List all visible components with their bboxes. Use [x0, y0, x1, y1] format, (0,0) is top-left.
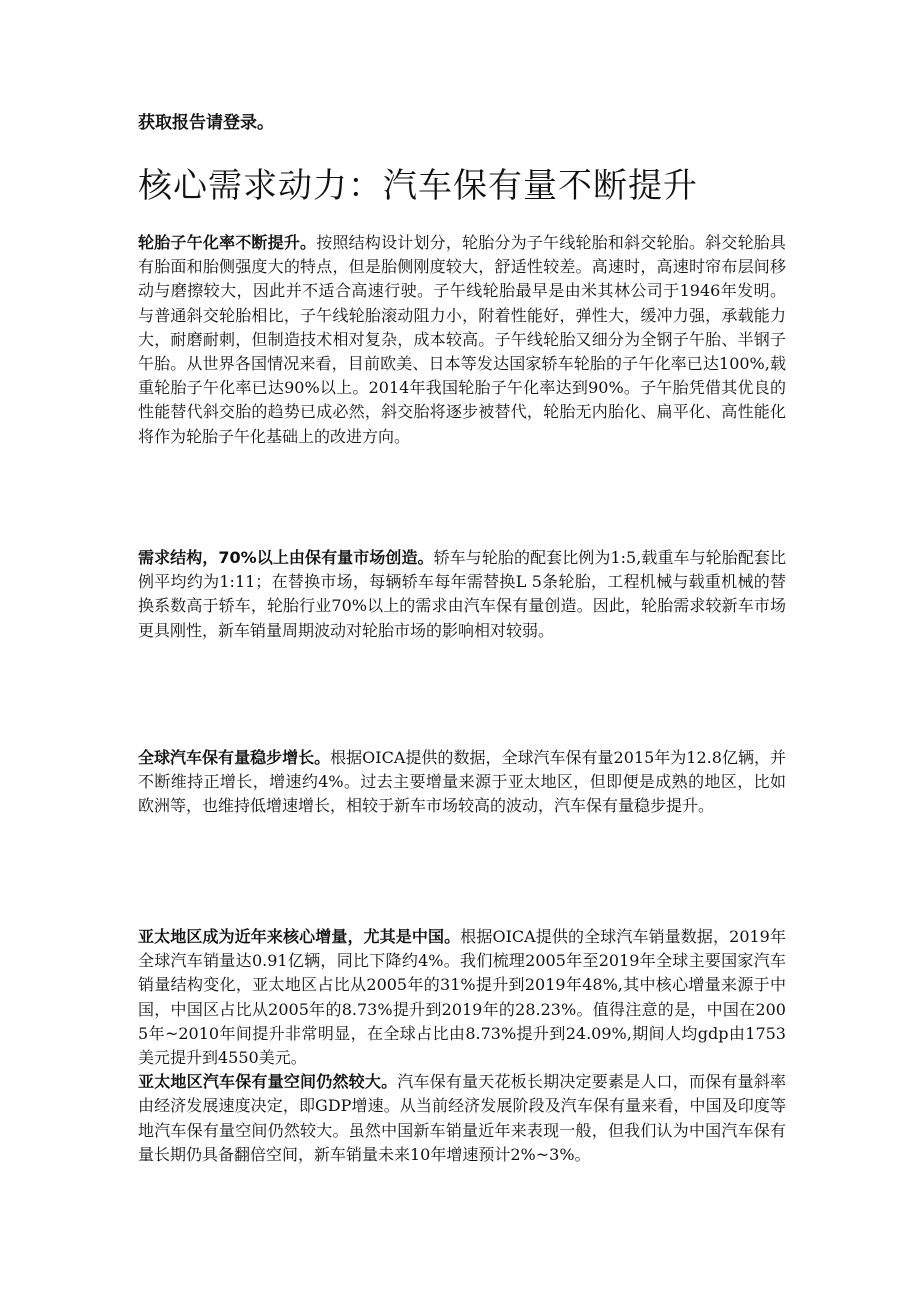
paragraph-body: 汽车保有量天花板长期决定要素是人口，而保有量斜率由经济发展速度决定，即GDP增速。从当前经济发展阶段及汽车保有量来看，中国及印度等地汽车保有量空间仍然较大。虽然中国新车销量近年来表现一般，但我们认为中国汽车保有量长期仍具备翻倍空间，新车销量未来10年增速预计2%~3%。 — [138, 1072, 786, 1164]
paragraph-body: 根据OICA提供的数据，全球汽车保有量2015年为12.8亿辆，并不断维持正增长，增速约4%。过去主要增量来源于亚太地区，但即便是成熟的地区，比如欧洲等，也维持低增速增长，相较于新车市场较高的波动，汽车保有量稳步提升。 — [138, 748, 786, 816]
page-title: 核心需求动力：汽车保有量不断提升 — [138, 166, 698, 206]
paragraph-lead: 全球汽车保有量稳步增长。 — [138, 748, 331, 767]
paragraph-global-vehicle-parc — [138, 746, 786, 819]
paragraph-body: 根据OICA提供的全球汽车销量数据，2019年全球汽车销量达0.91亿辆，同比下降约4%。我们梳理2005年至2019年全球主要国家汽车销量结构变化，亚太地区占比从2005年的31%提升到2019年48%,其中核心增量来源于中国，中国区占比从2005年的8.73%提升到2019年的28.23%。值得注意的是，中国在2005年~2010年间提升非常明显，在全球占比由8.73%提升到24.09%,期间人均gdp由1753美元提升到4550美元。 — [138, 927, 786, 1068]
paragraph-lead: 轮胎子午化率不断提升。 — [138, 233, 317, 252]
login-note: 获取报告请登录。 — [138, 113, 274, 133]
paragraph-body: 轿车与轮胎的配套比例为1:5,载重车与轮胎配套比例平均约为1:11；在替换市场，每辆轿车每年需替换L 5条轮胎，工程机械与载重机械的替换系数高于轿车，轮胎行业70%以上的需求由汽车保有量创造。因此，轮胎需求较新车市场更具刚性，新车销量周期波动对轮胎市场的影响相对较弱。 — [138, 548, 786, 640]
paragraph-asia-pacific — [138, 925, 786, 1167]
paragraph-lead: 亚太地区成为近年来核心增量，尤其是中国。 — [138, 927, 461, 946]
paragraph-lead: 亚太地区汽车保有量空间仍然较大。 — [138, 1072, 398, 1092]
paragraph-radial-tire-rate — [138, 231, 786, 449]
paragraph-lead: 需求结构，70%以上由保有量市场创造。 — [138, 548, 434, 567]
paragraph-body: 按照结构设计划分，轮胎分为子午线轮胎和斜交轮胎。斜交轮胎具有胎面和胎侧强度大的特点，但是胎侧刚度较大，舒适性较差。高速时，高速时帘布层间移动与磨擦较大，因此并不适合高速行驶。子午线轮胎最早是由米其林公司于1946年发明。与普通斜交轮胎相比，子午线轮胎滚动阻力小，附着性能好，弹性大，缓冲力强，承载能力大，耐磨耐刺，但制造技术相对复杂，成本较高。子午线轮胎又细分为全钢子午胎、半钢子午胎。从世界各国情况来看，目前欧美、日本等发达国家轿车轮胎的子午化率已达100%,载重轮胎子午化率已达90%以上。2014年我国轮胎子午化率达到90%。子午胎凭借其优良的性能替代斜交胎的趋势已成必然，斜交胎将逐步被替代，轮胎无内胎化、扁平化、高性能化将作为轮胎子午化基础上的改进方向。 — [138, 233, 786, 446]
paragraph-demand-structure — [138, 546, 786, 643]
